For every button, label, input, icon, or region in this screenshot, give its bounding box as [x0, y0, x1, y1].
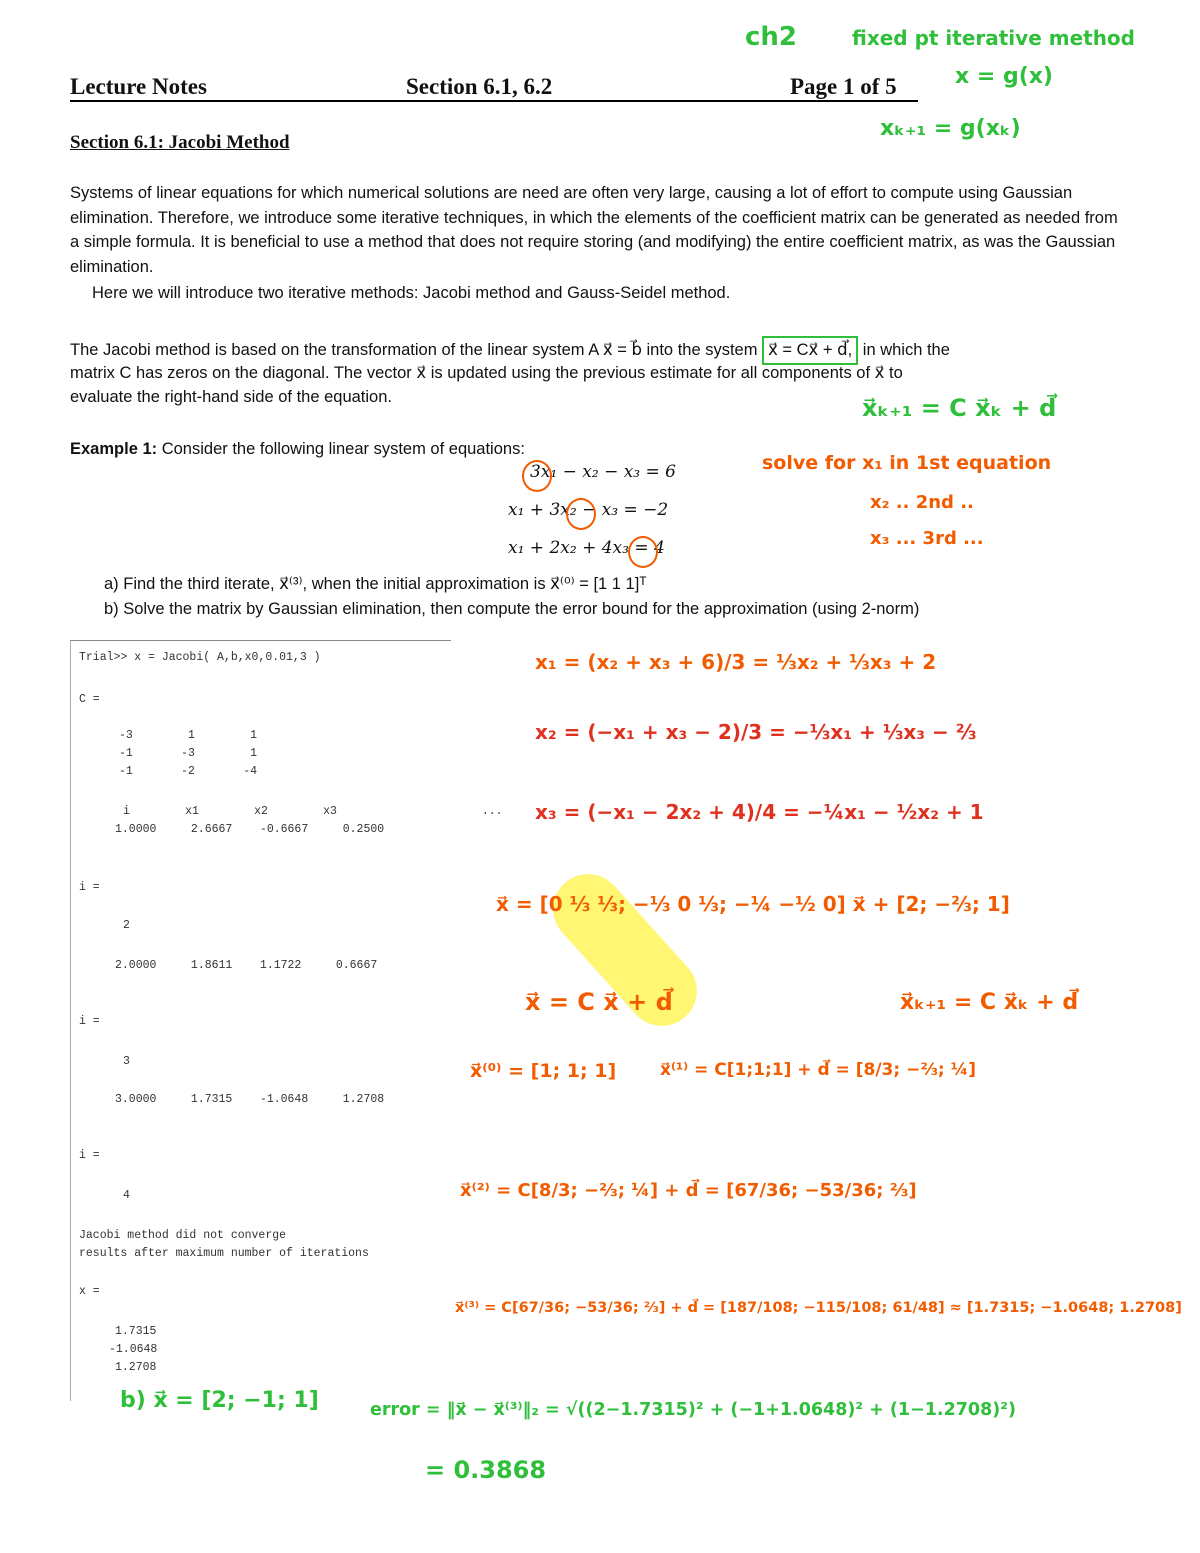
circle-x2	[566, 498, 596, 530]
hw-x3-equation: x₃ = (−x₁ − 2x₂ + 4)/4 = −¼x₁ − ½x₂ + 1	[535, 800, 984, 824]
console-i-label: i =	[79, 1015, 100, 1028]
console-c-row: -1 -3 1	[119, 747, 258, 760]
boxed-formula: x⃗ = Cx⃗ + d⃗,	[762, 336, 858, 365]
console-iter-2: 2.0000 1.8611 1.1722 0.6667	[115, 959, 378, 972]
hw-fixed-point: fixed pt iterative method	[852, 26, 1135, 50]
hw-part-b-solution: b) x⃗ = [2; −1; 1]	[120, 1388, 319, 1413]
console-message: results after maximum number of iterations	[79, 1247, 369, 1260]
console-i-label: i =	[79, 881, 100, 894]
header-center: Section 6.1, 6.2	[406, 74, 553, 99]
example-text: Consider the following linear system of equations:	[161, 440, 525, 458]
equation-2: x₁ + 3x₂ − x₃ = −2	[508, 500, 669, 520]
console-i-value: 2	[123, 919, 130, 932]
equation-1: 3x₁ − x₂ − x₃ = 6	[530, 462, 676, 482]
paragraph-intro: Systems of linear equations for which numerical solutions are need are often very large, causing a lot of effort to compute using Gaussian elimination. Therefore, we introduce some iterative techniques, in which the elements of the coefficient matrix can be generated as needed from a simple formula. It is beneficial to use a method that does not require storing (and modifying) the entire coefficient matrix, as was the Gaussian elimination.	[70, 184, 1118, 276]
hw-iterate-1: x⃗⁽¹⁾ = C[1;1;1] + d⃗ = [8/3; −⅔; ¼]	[660, 1060, 976, 1080]
hw-solve-3: x₃ ... 3rd ...	[870, 528, 984, 549]
console-c-row: -1 -2 -4	[119, 765, 258, 778]
hw-iterate-2: x⃗⁽²⁾ = C[8/3; −⅔; ¼] + d⃗ = [67/36; −53/36; ⅔]	[460, 1180, 917, 1201]
hw-x2-equation: x₂ = (−x₁ + x₃ − 2)/3 = −⅓x₁ + ⅓x₃ − ⅔	[535, 720, 977, 744]
hw-matrix-equation: x⃗ = [0 ⅓ ⅓; −⅓ 0 ⅓; −¼ −½ 0] x⃗ + [2; −⅔; 1]	[496, 892, 1010, 916]
jacobi-text-c: in which the	[862, 341, 950, 359]
paragraph-methods: Here we will introduce two iterative methods: Jacobi method and Gauss-Seidel method.	[92, 284, 731, 302]
hw-iterate-3: x⃗⁽³⁾ = C[67/36; −53/36; ⅔] + d⃗ = [187/108; −115/108; 61/48] ≈ [1.7315; −1.0648; 1.2708]	[455, 1300, 1182, 1316]
hw-cx-plus-d: x⃗ = C x⃗ + d⃗	[525, 988, 673, 1016]
header-right: Page 1 of 5	[790, 74, 897, 99]
jacobi-text-a: The Jacobi method is based on the transformation of the linear system A x⃗ = b⃗ into the system	[70, 341, 758, 359]
console-message: Jacobi method did not converge	[79, 1229, 287, 1242]
hw-ch2: ch2	[745, 22, 798, 52]
hw-error-result: = 0.3868	[425, 1456, 547, 1484]
console-x-value: 1.7315	[115, 1325, 157, 1338]
hw-cxk-plus-d: x⃗ₖ₊₁ = C x⃗ₖ + d⃗	[900, 990, 1079, 1015]
task-a: a) Find the third iterate, x⃗⁽³⁾, when the initial approximation is x⃗⁽⁰⁾ = [1 1 1]ᵀ	[104, 575, 647, 593]
hw-x1-equation: x₁ = (x₂ + x₃ + 6)/3 = ⅓x₂ + ⅓x₃ + 2	[535, 650, 937, 674]
hw-error-formula: error = ‖x⃗ − x⃗⁽³⁾‖₂ = √((2−1.7315)² + (−1+1.0648)² + (1−1.2708)²)	[370, 1400, 1016, 1420]
console-iter-3: 3.0000 1.7315 -1.0648 1.2708	[115, 1093, 385, 1106]
circle-x1	[522, 460, 552, 492]
console-header: i x1 x2 x3 ...	[123, 805, 503, 818]
page-header	[70, 72, 918, 102]
equation-3: x₁ + 2x₂ + 4x₃ = 4	[508, 538, 665, 558]
circle-x3	[628, 536, 658, 568]
console-i-label: i =	[79, 1149, 100, 1162]
task-b: b) Solve the matrix by Gaussian elimination, then compute the error bound for the approximation (using 2-norm)	[104, 600, 920, 618]
paragraph-jacobi-line2: matrix C has zeros on the diagonal. The vector x⃗ is updated using the previous estimate for all components of x⃗ to	[70, 364, 903, 382]
example-label: Example 1:	[70, 440, 158, 458]
console-iter-1: 1.0000 2.6667 -0.6667 0.2500	[115, 823, 385, 836]
header-left: Lecture Notes	[70, 74, 207, 99]
console-x-value: -1.0648	[109, 1343, 158, 1356]
hw-x-equals-g: x = g(x)	[955, 64, 1053, 89]
hw-fixed-iteration: xₖ₊₁ = g(xₖ)	[880, 116, 1021, 141]
hw-iterate-0: x⃗⁽⁰⁾ = [1; 1; 1]	[470, 1060, 617, 1082]
hw-solve-2: x₂ .. 2nd ..	[870, 492, 974, 513]
console-x-label: x =	[79, 1285, 100, 1298]
matlab-console	[70, 640, 503, 1401]
console-c-row: -3 1 1	[119, 729, 258, 742]
paragraph-jacobi-line3: evaluate the right-hand side of the equation.	[70, 388, 392, 406]
hw-solve-1: solve for x₁ in 1st equation	[762, 452, 1052, 474]
section-title: Section 6.1: Jacobi Method	[70, 132, 290, 153]
hw-jacobi-iteration: x⃗ₖ₊₁ = C x⃗ₖ + d⃗	[862, 394, 1057, 422]
console-i-value: 3	[123, 1055, 130, 1068]
console-x-value: 1.2708	[115, 1361, 157, 1374]
console-i-value: 4	[123, 1189, 130, 1202]
console-command: Trial>> x = Jacobi( A,b,x0,0.01,3 )	[79, 651, 321, 664]
console-c-label: C =	[79, 693, 100, 706]
